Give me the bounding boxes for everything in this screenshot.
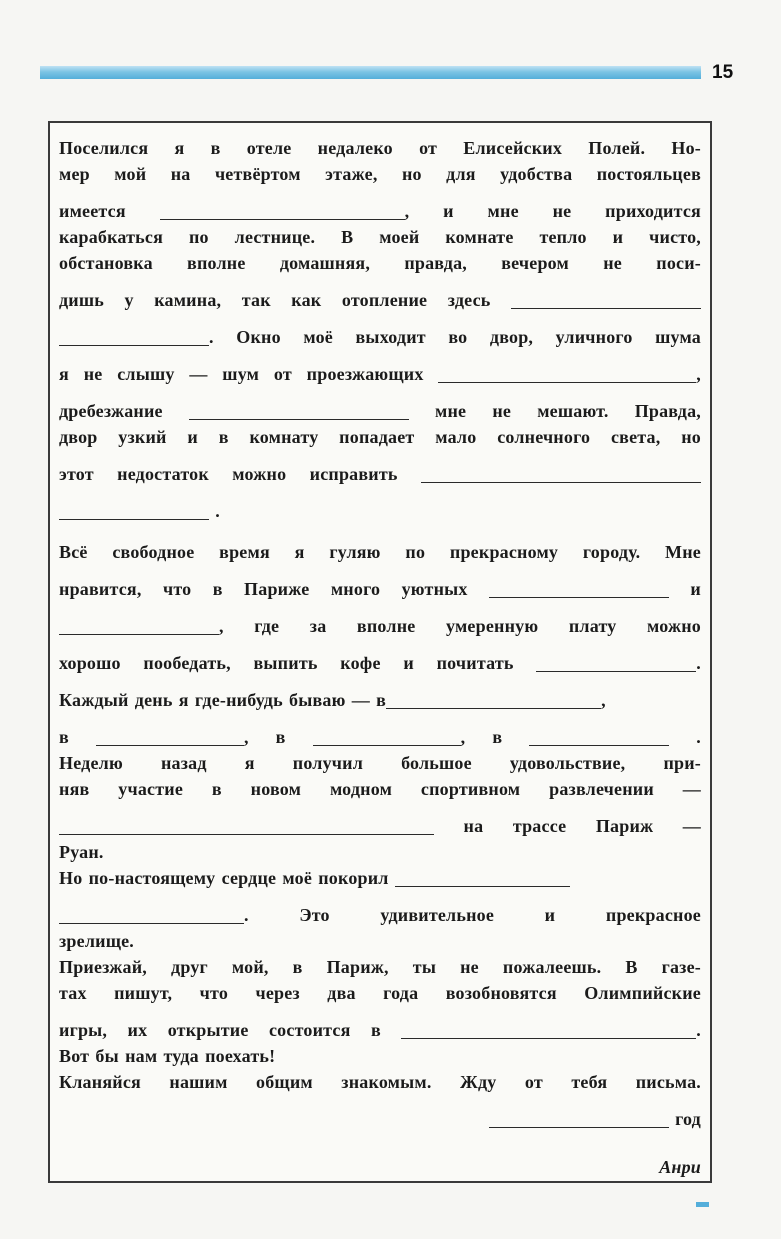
text-segment: карабкаться по лестнице. В моей комнате тепло и чисто, xyxy=(59,227,701,247)
fill-in-blank xyxy=(421,470,701,483)
fill-in-blank xyxy=(529,733,669,746)
text-line xyxy=(59,198,701,224)
fill-in-blank xyxy=(59,822,434,835)
text-segment: двор узкий и в комнату попадает мало солнечного света, но xyxy=(59,427,701,447)
text-segment: на трассе Париж — xyxy=(434,816,701,836)
text-segment: хорошо пообедать, выпить кофе и почитать xyxy=(59,653,537,673)
text-segment: имеется xyxy=(59,201,160,221)
text-line xyxy=(59,224,701,250)
text-segment: . xyxy=(669,727,701,747)
text-line xyxy=(59,424,701,450)
text-line xyxy=(59,687,701,713)
text-line xyxy=(59,865,701,891)
text-segment: Кланяйся нашим общим знакомым. Жду от тебя письма. xyxy=(59,1072,701,1092)
signature-line xyxy=(59,1154,701,1180)
text-line xyxy=(59,576,701,602)
fill-in-blank xyxy=(438,370,696,383)
fill-in-blank xyxy=(489,585,669,598)
text-line xyxy=(59,902,701,928)
fill-in-blank xyxy=(511,296,701,309)
text-segment: этот недостаток можно исправить xyxy=(59,464,421,484)
text-segment: Всё свободное время я гуляю по прекрасному городу. Мне xyxy=(59,542,701,562)
footer-mark xyxy=(696,1202,709,1207)
text-segment: зрелище. xyxy=(59,931,134,951)
text-segment: игры, их открытие состоится в xyxy=(59,1020,402,1040)
fill-in-blank xyxy=(59,507,209,520)
text-line xyxy=(59,324,701,350)
text-line xyxy=(59,928,701,954)
text-segment: Вот бы нам туда поехать! xyxy=(59,1046,276,1066)
text-segment: , xyxy=(696,364,701,384)
text-line xyxy=(59,461,701,487)
fill-in-blank xyxy=(59,622,219,635)
text-line xyxy=(59,750,701,776)
fill-in-blank xyxy=(536,659,696,672)
text-segment: . xyxy=(209,501,220,521)
text-line xyxy=(59,161,701,187)
text-segment: , xyxy=(601,690,606,710)
fill-in-blank xyxy=(401,1026,696,1039)
text-line xyxy=(59,250,701,276)
text-line xyxy=(59,1043,701,1069)
text-segment: Приезжай, друг мой, в Париж, ты не пожалеешь. В газе- xyxy=(59,957,701,977)
text-line xyxy=(59,954,701,980)
text-segment: няв участие в новом модном спортивном развлечении — xyxy=(59,779,701,799)
fill-in-blank xyxy=(59,333,209,346)
text-segment: Каждый день я где-нибудь бываю — в xyxy=(59,690,387,710)
text-line xyxy=(59,135,701,161)
text-line xyxy=(59,776,701,802)
text-segment: Неделю назад я получил большое удовольствие, при- xyxy=(59,753,701,773)
fill-in-blank xyxy=(160,207,405,220)
text-segment: и xyxy=(669,579,701,599)
text-line xyxy=(59,498,701,524)
text-line xyxy=(59,287,701,313)
text-segment: мне не мешают. Правда, xyxy=(408,401,701,421)
header-rule xyxy=(40,66,701,79)
text-line xyxy=(59,1017,701,1043)
fill-in-blank xyxy=(386,696,601,709)
exercise-text-box xyxy=(48,121,712,1183)
text-line xyxy=(59,980,701,1006)
fill-in-blank xyxy=(313,733,461,746)
text-segment: , в xyxy=(243,727,313,747)
text-segment: дребезжание xyxy=(59,401,189,421)
text-segment: тах пишут, что через два года возобновятся Олимпийские xyxy=(59,983,701,1003)
text-segment: , где за вполне умеренную плату можно xyxy=(219,616,701,636)
text-segment: . xyxy=(696,653,701,673)
text-segment: . Это удивительное и прекрасное xyxy=(244,905,701,925)
text-line xyxy=(59,398,701,424)
text-line xyxy=(59,724,701,750)
text-segment: . xyxy=(696,1020,701,1040)
text-segment: дишь у камина, так как отопление здесь xyxy=(59,290,511,310)
text-line xyxy=(59,839,701,865)
text-segment: я не слышу — шум от проезжающих xyxy=(59,364,439,384)
text-line xyxy=(59,613,701,639)
text-segment: нравится, что в Париже много уютных xyxy=(59,579,489,599)
text-line xyxy=(59,650,701,676)
text-segment: в xyxy=(59,727,96,747)
fill-in-blank xyxy=(96,733,244,746)
text-line xyxy=(59,813,701,839)
text-line xyxy=(59,361,701,387)
fill-in-blank xyxy=(395,874,570,887)
text-line xyxy=(59,1069,701,1095)
text-segment: мер мой на четвёртом этаже, но для удобства постояльцев xyxy=(59,164,701,184)
text-segment: . Окно моё выходит во двор, уличного шума xyxy=(209,327,701,347)
text-segment: , и мне не приходится xyxy=(404,201,701,221)
text-segment: Но по-настоящему сердце моё покорил xyxy=(59,868,395,888)
text-segment: Руан. xyxy=(59,842,104,862)
fill-in-blank xyxy=(59,911,244,924)
page-number: 15 xyxy=(712,62,734,83)
text-segment: Поселился я в отеле недалеко от Елисейских Полей. Но- xyxy=(59,138,701,158)
letter-body xyxy=(59,135,701,1180)
fill-in-blank xyxy=(189,407,409,420)
text-line xyxy=(59,1106,701,1132)
text-segment: , в xyxy=(460,727,530,747)
text-segment: обстановка вполне домашняя, правда, вечером не поси- xyxy=(59,253,701,273)
text-segment: Анри xyxy=(659,1157,701,1177)
text-segment: год xyxy=(668,1109,701,1129)
fill-in-blank xyxy=(489,1115,669,1128)
text-line xyxy=(59,539,701,565)
